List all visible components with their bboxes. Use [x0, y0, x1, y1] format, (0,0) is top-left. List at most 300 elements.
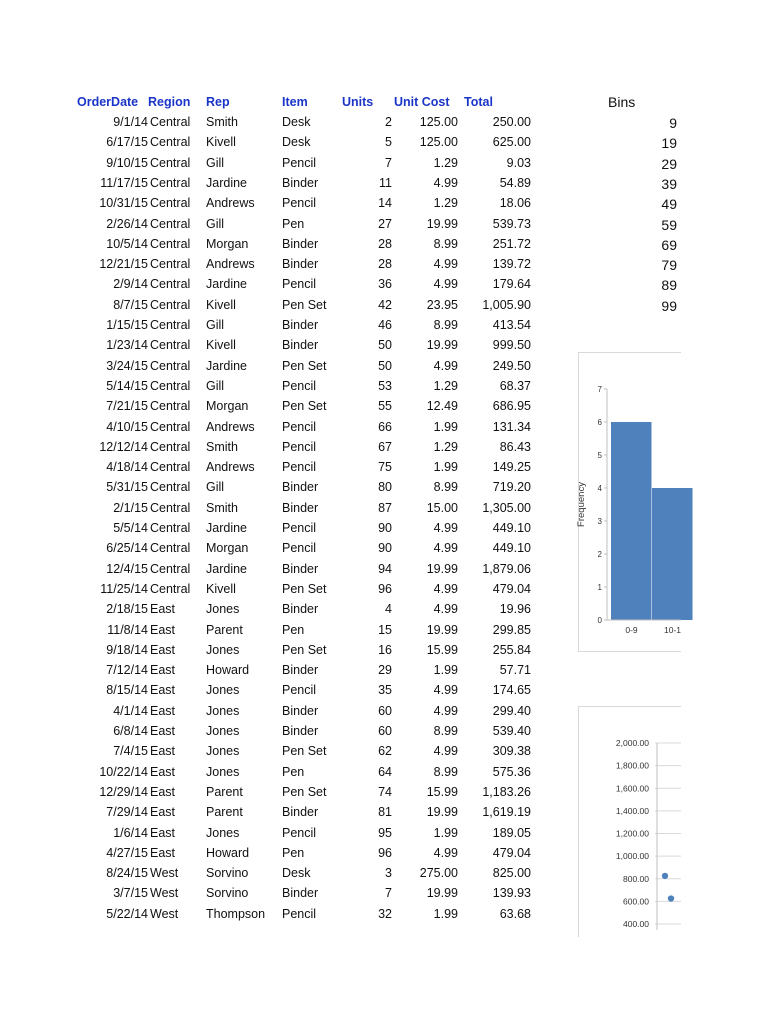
cell-region[interactable]: Central — [150, 115, 191, 129]
cell-unit-cost[interactable]: 12.49 — [426, 399, 458, 414]
cell-order-date[interactable]: 2/26/14 — [106, 216, 148, 231]
cell-region[interactable]: Central — [150, 500, 191, 515]
cell-unit-cost[interactable]: 1.29 — [433, 196, 458, 211]
cell-region[interactable]: Central — [150, 196, 191, 211]
cell-total[interactable]: 999.50 — [492, 338, 531, 353]
cell-unit-cost[interactable]: 15.99 — [426, 642, 458, 657]
cell-total[interactable]: 131.34 — [492, 419, 531, 434]
cell-order-date[interactable]: 8/7/15 — [113, 297, 148, 312]
cell-item[interactable]: Binder — [282, 480, 319, 495]
cell-rep[interactable]: Parent — [206, 805, 243, 820]
cell-region[interactable]: East — [150, 784, 176, 799]
cell-region[interactable]: Central — [150, 460, 191, 475]
cell-region[interactable]: East — [150, 663, 176, 678]
cell-rep[interactable]: Parent — [206, 784, 243, 799]
cell-rep[interactable]: Gill — [206, 480, 225, 495]
cell-total[interactable]: 255.84 — [492, 642, 531, 657]
cell-total[interactable]: 825.00 — [492, 866, 531, 881]
cell-region[interactable]: Central — [150, 581, 191, 596]
cell-item[interactable]: Pencil — [282, 521, 317, 535]
cell-unit-cost[interactable]: 1.99 — [433, 825, 458, 840]
cell-units[interactable]: 94 — [378, 561, 392, 576]
cell-item[interactable]: Binder — [282, 500, 319, 515]
cell-total[interactable]: 86.43 — [499, 439, 531, 454]
cell-rep[interactable]: Thompson — [206, 906, 266, 921]
cell-item[interactable]: Pen Set — [282, 581, 327, 596]
cell-order-date[interactable]: 4/18/14 — [106, 460, 148, 475]
cell-region[interactable]: East — [150, 764, 176, 779]
cell-rep[interactable]: Sorvino — [206, 866, 249, 881]
cell-total[interactable]: 1,879.06 — [482, 561, 531, 576]
cell-item[interactable]: Binder — [282, 257, 319, 272]
cell-unit-cost[interactable]: 19.99 — [426, 805, 458, 820]
cell-item[interactable]: Binder — [282, 338, 319, 353]
cell-item[interactable]: Pencil — [282, 155, 317, 170]
cell-unit-cost[interactable]: 1.29 — [433, 439, 458, 454]
cell-units[interactable]: 64 — [378, 764, 392, 779]
scatter-point[interactable] — [668, 895, 674, 901]
cell-rep[interactable]: Smith — [206, 439, 238, 454]
cell-unit-cost[interactable]: 8.99 — [433, 764, 458, 779]
cell-item[interactable]: Binder — [282, 318, 319, 332]
cell-total[interactable]: 18.06 — [499, 196, 531, 211]
cell-region[interactable]: East — [150, 744, 176, 759]
cell-rep[interactable]: Howard — [206, 663, 250, 678]
cell-total[interactable]: 54.89 — [499, 175, 531, 190]
cell-order-date[interactable]: 2/9/14 — [113, 277, 148, 292]
cell-region[interactable]: East — [150, 724, 176, 738]
cell-item[interactable]: Pencil — [282, 825, 317, 840]
cell-item[interactable]: Pen — [282, 622, 305, 637]
histogram-chart[interactable] — [578, 352, 681, 652]
cell-rep[interactable]: Morgan — [206, 236, 249, 251]
cell-total[interactable]: 57.71 — [499, 663, 531, 678]
cell-item[interactable]: Binder — [282, 886, 319, 901]
cell-region[interactable]: East — [150, 683, 176, 698]
cell-units[interactable]: 42 — [378, 297, 392, 312]
cell-units[interactable]: 66 — [378, 419, 392, 434]
cell-unit-cost[interactable]: 4.99 — [433, 541, 458, 556]
cell-order-date[interactable]: 1/6/14 — [113, 825, 148, 840]
cell-unit-cost[interactable]: 19.99 — [426, 561, 458, 576]
histogram-bar[interactable] — [652, 488, 693, 620]
cell-total[interactable]: 539.73 — [492, 216, 531, 231]
cell-total[interactable]: 413.54 — [492, 318, 531, 332]
cell-rep[interactable]: Jones — [206, 744, 240, 759]
cell-item[interactable]: Pen Set — [282, 399, 327, 414]
cell-unit-cost[interactable]: 1.99 — [433, 460, 458, 475]
cell-region[interactable]: Central — [150, 561, 191, 576]
cell-item[interactable]: Pencil — [282, 460, 317, 475]
cell-region[interactable]: East — [150, 642, 176, 657]
table-row — [0, 234, 540, 254]
cell-total[interactable]: 250.00 — [492, 115, 531, 129]
cell-total[interactable]: 299.40 — [492, 703, 531, 718]
cell-rep[interactable]: Jardine — [206, 521, 247, 535]
cell-region[interactable]: Central — [150, 216, 191, 231]
cell-total[interactable]: 149.25 — [492, 460, 531, 475]
cell-units[interactable]: 16 — [378, 642, 392, 657]
cell-region[interactable]: West — [150, 886, 179, 901]
cell-item[interactable]: Pen — [282, 764, 305, 779]
cell-rep[interactable]: Jones — [206, 764, 240, 779]
cell-region[interactable]: Central — [150, 378, 191, 393]
cell-unit-cost[interactable]: 4.99 — [433, 358, 458, 373]
cell-region[interactable]: East — [150, 845, 176, 860]
cell-order-date[interactable]: 3/24/15 — [106, 358, 148, 373]
cell-item[interactable]: Pencil — [282, 541, 317, 556]
cell-order-date[interactable]: 11/25/14 — [100, 581, 148, 596]
cell-region[interactable]: Central — [150, 155, 191, 170]
cell-rep[interactable]: Parent — [206, 622, 243, 637]
cell-units[interactable]: 50 — [378, 358, 392, 373]
cell-unit-cost[interactable]: 125.00 — [419, 135, 458, 150]
cell-units[interactable]: 74 — [378, 784, 392, 799]
cell-region[interactable]: Central — [150, 318, 191, 332]
cell-units[interactable]: 46 — [378, 318, 392, 332]
cell-order-date[interactable]: 5/5/14 — [113, 521, 148, 535]
cell-item[interactable]: Desk — [282, 135, 311, 150]
cell-region[interactable]: Central — [150, 297, 191, 312]
cell-total[interactable]: 479.04 — [492, 845, 531, 860]
cell-unit-cost[interactable]: 15.99 — [426, 784, 458, 799]
cell-unit-cost[interactable]: 4.99 — [433, 277, 458, 292]
cell-units[interactable]: 28 — [378, 236, 392, 251]
cell-total[interactable]: 575.36 — [492, 764, 531, 779]
bin-value[interactable]: 19 — [661, 135, 677, 152]
cell-order-date[interactable]: 9/1/14 — [113, 115, 148, 129]
bin-value[interactable]: 9 — [669, 115, 677, 131]
cell-unit-cost[interactable]: 4.99 — [433, 175, 458, 190]
cell-total[interactable]: 309.38 — [492, 744, 531, 759]
cell-region[interactable]: Central — [150, 480, 191, 495]
cell-total[interactable]: 539.40 — [492, 724, 531, 738]
cell-region[interactable]: Central — [150, 135, 191, 150]
cell-total[interactable]: 686.95 — [492, 399, 531, 414]
cell-rep[interactable]: Jardine — [206, 358, 247, 373]
cell-units[interactable]: 2 — [385, 115, 392, 129]
cell-total[interactable]: 139.72 — [492, 257, 531, 272]
cell-total[interactable]: 1,183.26 — [482, 784, 531, 799]
cell-unit-cost[interactable]: 15.00 — [426, 500, 458, 515]
cell-unit-cost[interactable]: 8.99 — [433, 236, 458, 251]
cell-order-date[interactable]: 4/1/14 — [113, 703, 148, 718]
cell-units[interactable]: 7 — [385, 886, 392, 901]
cell-order-date[interactable]: 5/14/15 — [106, 378, 148, 393]
cell-unit-cost[interactable]: 1.99 — [433, 663, 458, 678]
cell-unit-cost[interactable]: 4.99 — [433, 521, 458, 535]
cell-order-date[interactable]: 9/10/15 — [106, 155, 148, 170]
cell-order-date[interactable]: 5/22/14 — [106, 906, 148, 921]
cell-units[interactable]: 15 — [378, 622, 392, 637]
cell-total[interactable]: 189.05 — [492, 825, 531, 840]
cell-unit-cost[interactable]: 8.99 — [433, 318, 458, 332]
cell-unit-cost[interactable]: 19.99 — [426, 216, 458, 231]
cell-item[interactable]: Binder — [282, 561, 319, 576]
cell-units[interactable]: 4 — [385, 602, 392, 617]
cell-order-date[interactable]: 4/27/15 — [106, 845, 148, 860]
cell-order-date[interactable]: 12/21/15 — [99, 257, 148, 272]
cell-item[interactable]: Pen — [282, 216, 305, 231]
table-row — [0, 214, 540, 234]
cell-order-date[interactable]: 11/17/15 — [100, 175, 148, 190]
cell-units[interactable]: 32 — [378, 906, 392, 921]
cell-rep[interactable]: Jones — [206, 642, 240, 657]
cell-region[interactable]: East — [150, 703, 176, 718]
cell-item[interactable]: Pen Set — [282, 744, 327, 759]
cell-unit-cost[interactable]: 4.99 — [433, 744, 458, 759]
cell-units[interactable]: 55 — [378, 399, 392, 414]
cell-rep[interactable]: Jones — [206, 724, 240, 738]
cell-item[interactable]: Pen Set — [282, 642, 327, 657]
cell-region[interactable]: Central — [150, 358, 191, 373]
cell-units[interactable]: 28 — [378, 257, 392, 272]
bin-value[interactable]: 89 — [661, 277, 677, 294]
cell-region[interactable]: Central — [150, 277, 191, 292]
cell-rep[interactable]: Kivell — [206, 338, 236, 353]
cell-total[interactable]: 9.03 — [506, 155, 531, 170]
cell-order-date[interactable]: 12/12/14 — [99, 439, 148, 454]
cell-item[interactable]: Pen Set — [282, 784, 327, 799]
cell-item[interactable]: Desk — [282, 115, 311, 129]
cell-order-date[interactable]: 6/8/14 — [113, 724, 148, 738]
cell-rep[interactable]: Smith — [206, 115, 238, 129]
cell-item[interactable]: Pen Set — [282, 358, 327, 373]
cell-total[interactable]: 139.93 — [492, 886, 531, 901]
cell-total[interactable]: 68.37 — [499, 378, 531, 393]
cell-region[interactable]: Central — [150, 521, 191, 535]
cell-unit-cost[interactable]: 19.99 — [426, 886, 458, 901]
cell-region[interactable]: Central — [150, 236, 191, 251]
cell-total[interactable]: 174.65 — [492, 683, 531, 698]
cell-order-date[interactable]: 4/10/15 — [106, 419, 148, 434]
cell-region[interactable]: East — [150, 622, 176, 637]
cell-item[interactable]: Binder — [282, 703, 319, 718]
cell-item[interactable]: Desk — [282, 866, 311, 881]
bin-value[interactable]: 29 — [661, 155, 677, 172]
cell-total[interactable]: 625.00 — [492, 135, 531, 150]
cell-units[interactable]: 5 — [385, 135, 392, 150]
cell-units[interactable]: 50 — [378, 338, 392, 353]
cell-unit-cost[interactable]: 125.00 — [419, 115, 458, 129]
cell-units[interactable]: 35 — [378, 683, 392, 698]
cell-order-date[interactable]: 3/7/15 — [113, 886, 148, 901]
cell-region[interactable]: Central — [150, 419, 191, 434]
cell-total[interactable]: 449.10 — [492, 521, 531, 535]
cell-units[interactable]: 36 — [378, 277, 392, 292]
cell-order-date[interactable]: 7/29/14 — [106, 805, 148, 820]
cell-units[interactable]: 27 — [378, 216, 392, 231]
cell-units[interactable]: 11 — [379, 175, 392, 190]
bin-value[interactable]: 59 — [661, 216, 677, 233]
bin-value[interactable]: 49 — [661, 196, 677, 213]
cell-units[interactable]: 90 — [378, 541, 392, 556]
cell-total[interactable]: 1,005.90 — [482, 297, 531, 312]
cell-unit-cost[interactable]: 4.99 — [433, 845, 458, 860]
cell-units[interactable]: 96 — [378, 581, 392, 596]
cell-item[interactable]: Binder — [282, 175, 319, 190]
cell-total[interactable]: 479.04 — [492, 581, 531, 596]
cell-rep[interactable]: Andrews — [206, 460, 255, 475]
cell-item[interactable]: Binder — [282, 663, 319, 678]
cell-rep[interactable]: Morgan — [206, 541, 249, 556]
cell-order-date[interactable]: 12/29/14 — [99, 784, 148, 799]
cell-order-date[interactable]: 8/24/15 — [106, 866, 148, 881]
cell-order-date[interactable]: 2/1/15 — [113, 500, 148, 515]
cell-units[interactable]: 81 — [378, 805, 392, 820]
cell-order-date[interactable]: 1/15/15 — [106, 318, 148, 332]
cell-unit-cost[interactable]: 8.99 — [433, 480, 458, 495]
cell-rep[interactable]: Sorvino — [206, 886, 249, 901]
bin-value[interactable]: 79 — [661, 257, 677, 274]
cell-rep[interactable]: Jardine — [206, 175, 247, 190]
cell-units[interactable]: 90 — [378, 521, 392, 535]
cell-item[interactable]: Pencil — [282, 277, 317, 292]
scatter-point[interactable] — [662, 873, 668, 879]
cell-order-date[interactable]: 5/31/15 — [106, 480, 148, 495]
cell-total[interactable]: 179.64 — [492, 277, 531, 292]
cell-units[interactable]: 62 — [378, 744, 392, 759]
cell-rep[interactable]: Gill — [206, 378, 225, 393]
cell-order-date[interactable]: 9/18/14 — [106, 642, 148, 657]
cell-units[interactable]: 80 — [378, 480, 392, 495]
cell-order-date[interactable]: 8/15/14 — [106, 683, 148, 698]
cell-unit-cost[interactable]: 19.99 — [426, 622, 458, 637]
cell-item[interactable]: Binder — [282, 805, 319, 820]
histogram-bar[interactable] — [611, 422, 652, 620]
bin-value[interactable]: 99 — [661, 297, 677, 314]
cell-unit-cost[interactable]: 1.29 — [433, 378, 458, 393]
cell-rep[interactable]: Jones — [206, 703, 240, 718]
cell-item[interactable]: Binder — [282, 724, 319, 738]
cell-region[interactable]: Central — [150, 175, 191, 190]
cell-order-date[interactable]: 10/22/14 — [99, 764, 148, 779]
cell-region[interactable]: West — [150, 866, 179, 881]
cell-rep[interactable]: Howard — [206, 845, 250, 860]
cell-units[interactable]: 67 — [378, 439, 392, 454]
cell-region[interactable]: Central — [150, 541, 191, 556]
cell-rep[interactable]: Gill — [206, 216, 225, 231]
cell-order-date[interactable]: 10/31/15 — [99, 196, 148, 211]
cell-item[interactable]: Pencil — [282, 683, 317, 698]
cell-rep[interactable]: Jones — [206, 825, 240, 840]
cell-rep[interactable]: Morgan — [206, 399, 249, 414]
scatter-chart[interactable] — [578, 706, 681, 937]
cell-rep[interactable]: Jones — [206, 683, 240, 698]
cell-rep[interactable]: Andrews — [206, 196, 255, 211]
cell-item[interactable]: Pen Set — [282, 297, 327, 312]
cell-units[interactable]: 60 — [378, 724, 392, 738]
y-tick-label: 1,200.00 — [615, 828, 649, 839]
cell-units[interactable]: 96 — [378, 845, 392, 860]
cell-rep[interactable]: Andrews — [206, 419, 255, 434]
cell-unit-cost[interactable]: 4.99 — [433, 703, 458, 718]
cell-region[interactable]: Central — [150, 338, 191, 353]
cell-order-date[interactable]: 1/23/14 — [106, 338, 148, 353]
cell-rep[interactable]: Gill — [206, 318, 225, 332]
cell-item[interactable]: Pen — [282, 845, 305, 860]
cell-units[interactable]: 60 — [378, 703, 392, 718]
cell-rep[interactable]: Jardine — [206, 277, 247, 292]
cell-units[interactable]: 14 — [378, 196, 392, 211]
cell-units[interactable]: 3 — [385, 866, 392, 881]
cell-order-date[interactable]: 7/21/15 — [106, 399, 148, 414]
cell-region[interactable]: West — [150, 906, 179, 921]
bin-value[interactable]: 69 — [661, 236, 677, 253]
cell-region[interactable]: East — [150, 805, 176, 820]
cell-rep[interactable]: Kivell — [206, 581, 236, 596]
cell-total[interactable]: 1,619.19 — [482, 805, 531, 820]
cell-order-date[interactable]: 10/5/14 — [106, 236, 148, 251]
cell-rep[interactable]: Gill — [206, 155, 225, 170]
cell-unit-cost[interactable]: 275.00 — [419, 866, 458, 881]
cell-rep[interactable]: Kivell — [206, 135, 236, 150]
cell-item[interactable]: Binder — [282, 602, 319, 617]
cell-units[interactable]: 75 — [378, 460, 392, 475]
cell-units[interactable]: 7 — [385, 155, 392, 170]
bin-value[interactable]: 39 — [661, 175, 677, 192]
cell-units[interactable]: 87 — [378, 500, 392, 515]
cell-total[interactable]: 719.20 — [492, 480, 531, 495]
cell-order-date[interactable]: 7/12/14 — [106, 663, 148, 678]
cell-rep[interactable]: Andrews — [206, 257, 255, 272]
cell-item[interactable]: Pencil — [282, 196, 317, 211]
cell-unit-cost[interactable]: 4.99 — [433, 257, 458, 272]
cell-item[interactable]: Pencil — [282, 378, 317, 393]
cell-order-date[interactable]: 6/25/14 — [106, 541, 148, 556]
cell-unit-cost[interactable]: 4.99 — [433, 581, 458, 596]
cell-order-date[interactable]: 7/4/15 — [113, 744, 148, 759]
cell-rep[interactable]: Jones — [206, 602, 240, 617]
cell-total[interactable]: 299.85 — [492, 622, 531, 637]
cell-order-date[interactable]: 2/18/15 — [106, 602, 148, 617]
cell-order-date[interactable]: 6/17/15 — [106, 135, 148, 150]
cell-unit-cost[interactable]: 8.99 — [433, 724, 458, 738]
cell-rep[interactable]: Jardine — [206, 561, 247, 576]
cell-total[interactable]: 1,305.00 — [482, 500, 531, 515]
cell-unit-cost[interactable]: 19.99 — [426, 338, 458, 353]
cell-order-date[interactable]: 12/4/15 — [106, 561, 148, 576]
cell-total[interactable]: 449.10 — [492, 541, 531, 556]
cell-total[interactable]: 63.68 — [499, 906, 531, 921]
cell-item[interactable]: Binder — [282, 236, 319, 251]
y-tick-label: 1,600.00 — [615, 783, 649, 794]
cell-unit-cost[interactable]: 23.95 — [426, 297, 458, 312]
cell-total[interactable]: 251.72 — [492, 236, 531, 251]
cell-region[interactable]: Central — [150, 257, 191, 272]
cell-rep[interactable]: Smith — [206, 500, 238, 515]
cell-order-date[interactable]: 11/8/14 — [107, 622, 148, 637]
cell-units[interactable]: 29 — [378, 663, 392, 678]
cell-region[interactable]: East — [150, 825, 176, 840]
cell-region[interactable]: East — [150, 602, 176, 617]
cell-item[interactable]: Pencil — [282, 439, 317, 454]
cell-item[interactable]: Pencil — [282, 906, 317, 921]
cell-unit-cost[interactable]: 1.99 — [433, 906, 458, 921]
cell-region[interactable]: Central — [150, 399, 191, 414]
cell-total[interactable]: 19.96 — [499, 602, 531, 617]
cell-units[interactable]: 95 — [378, 825, 392, 840]
cell-units[interactable]: 53 — [378, 378, 392, 393]
cell-item[interactable]: Pencil — [282, 419, 317, 434]
cell-rep[interactable]: Kivell — [206, 297, 236, 312]
cell-region[interactable]: Central — [150, 439, 191, 454]
cell-total[interactable]: 249.50 — [492, 358, 531, 373]
cell-unit-cost[interactable]: 4.99 — [433, 602, 458, 617]
cell-unit-cost[interactable]: 4.99 — [433, 683, 458, 698]
cell-unit-cost[interactable]: 1.29 — [433, 155, 458, 170]
cell-unit-cost[interactable]: 1.99 — [433, 419, 458, 434]
